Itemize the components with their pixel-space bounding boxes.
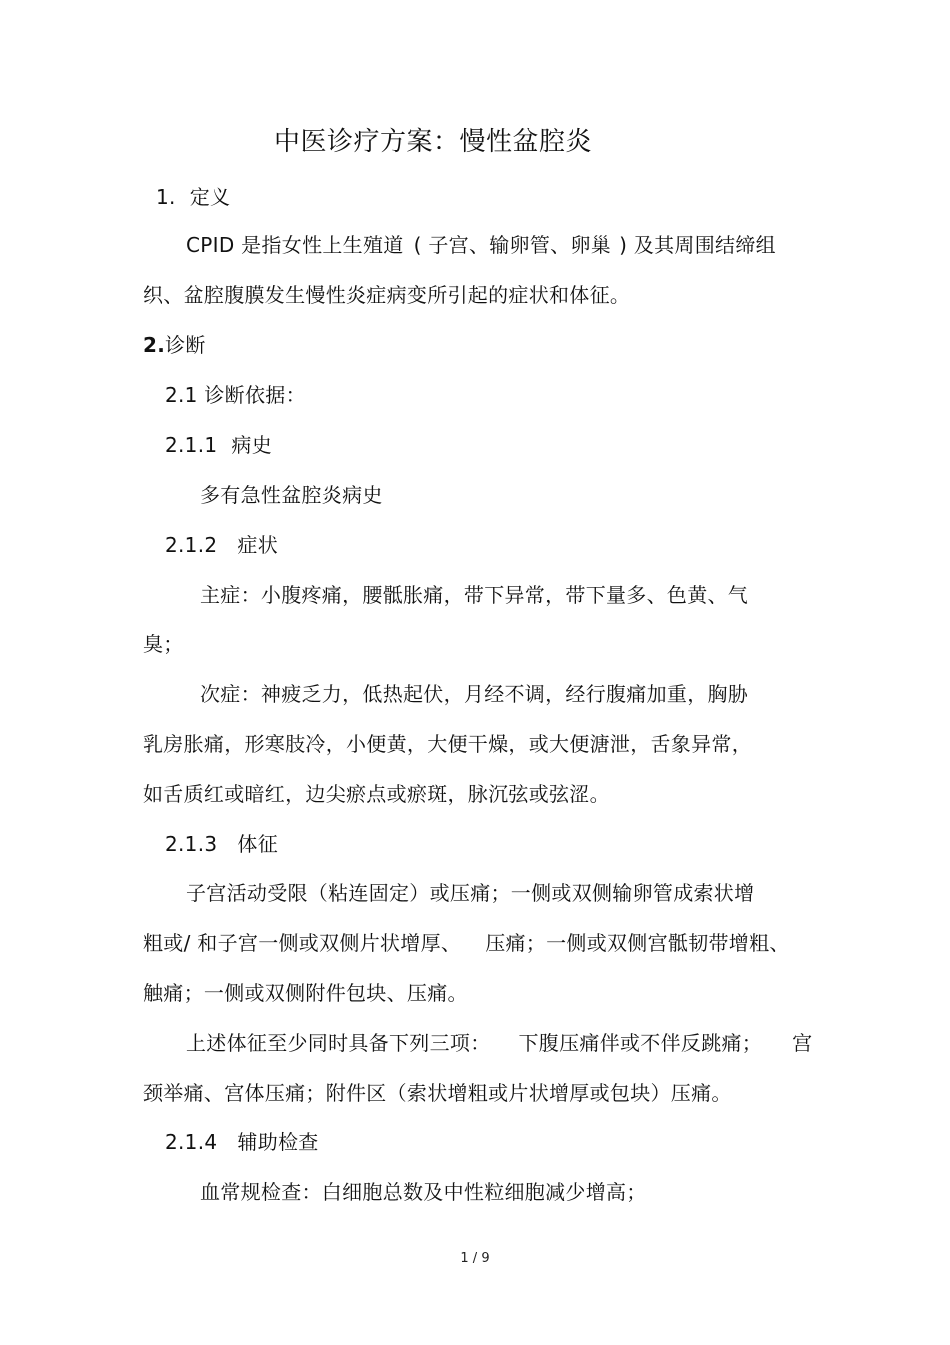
section-1-title: 定义 [189,185,231,209]
signs-criteria-a: 上述体征至少同时具备下列三项： [186,1031,491,1055]
section-2-title: 诊断 [165,333,206,357]
history-text: 多有急性盆腔炎病史 [200,483,383,507]
signs-criteria-c: 宫 [792,1031,813,1055]
page-indicator: 1 / 9 [460,1251,490,1266]
page-title: 中医诊疗方案：慢性盆腔炎 [274,127,593,157]
section-1-heading [156,184,230,210]
subsection-2-1-heading: 2.1 诊断依据： [165,383,306,407]
signs-text-a: 粗或/ 和子宫一侧或双侧片状增厚、 [143,931,462,955]
signs-paragraph-1-line-1: 子宫活动受限（粘连固定）或压痛；一侧或双侧输卵管成索状增 [186,881,755,905]
main-symptoms-line-1: 主症：小腹疼痛，腰骶胀痛，带下异常，带下量多、色黄、气 [200,583,749,607]
secondary-symptoms-line-2: 乳房胀痛，形寒肢冷，小便黄，大便干燥，或大便溏泄，舌象异常， [143,732,752,756]
subsection-label: 病史 [231,433,272,457]
subsection-2-1-4-heading [165,1129,319,1155]
secondary-symptoms-line-3: 如舌质红或暗红，边尖瘀点或瘀斑，脉沉弦或弦涩。 [143,782,610,806]
signs-paragraph-2-line-1 [186,1030,812,1056]
subsection-label: 体征 [237,832,278,856]
subsection-label: 辅助检查 [237,1130,319,1154]
main-symptoms-line-2: 臭； [143,632,184,656]
signs-criteria-b: 下腹压痛伴或不伴反跳痛； [518,1031,763,1055]
subsection-number: 2.1.3 [165,832,218,856]
subsection-2-1-1-heading [165,432,272,458]
blood-test-text: 血常规检查：白细胞总数及中性粒细胞减少增高； [200,1180,647,1204]
secondary-symptoms-line-1: 次症：神疲乏力，低热起伏，月经不调，经行腹痛加重，胸胁 [200,682,749,706]
subsection-2-1-3-heading [165,831,278,857]
subsection-number: 2.1.1 [165,433,218,457]
subsection-number: 2.1.2 [165,533,218,557]
section-1-paragraph-line-2: 织、盆腔腹膜发生慢性炎症病变所引起的症状和体征。 [143,283,631,307]
section-2-heading [143,332,206,358]
subsection-label: 症状 [237,533,278,557]
section-1-paragraph-line-1 [186,232,776,258]
section-1-number: 1. [156,185,176,209]
signs-paragraph-1-line-3: 触痛；一侧或双侧附件包块、压痛。 [143,981,468,1005]
signs-paragraph-1-line-2 [143,930,790,956]
signs-paragraph-2-line-2: 颈举痛、宫体压痛；附件区（索状增粗或片状增厚或包块）压痛。 [143,1081,732,1105]
section-2-number: 2. [143,333,166,357]
definition-text-b: ( 子宫、输卵管、卵巢 [413,233,612,257]
signs-text-b: 压痛；一侧或双侧宫骶韧带增粗、 [485,931,790,955]
definition-text-a: CPID 是指女性上生殖道 [186,233,404,257]
subsection-2-1-2-heading [165,532,278,558]
subsection-number: 2.1.4 [165,1130,218,1154]
definition-text-c: ) 及其周围结缔组 [619,233,776,257]
